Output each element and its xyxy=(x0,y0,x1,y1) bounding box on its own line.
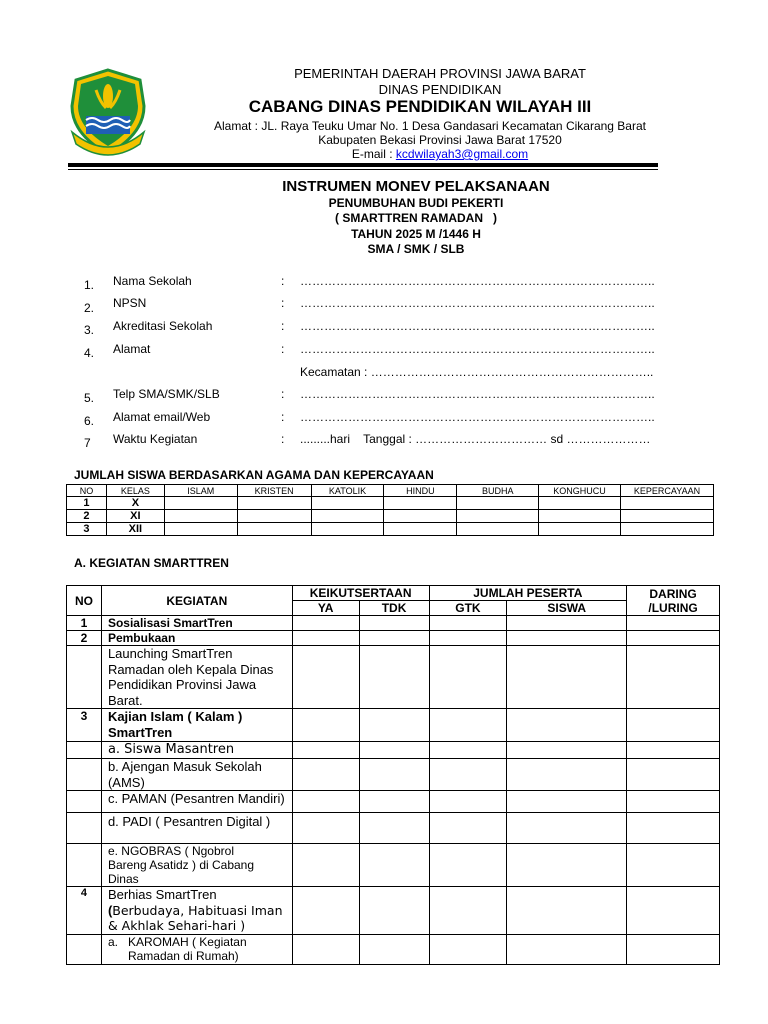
table-row xyxy=(67,631,720,646)
table-row xyxy=(67,709,720,742)
cell-input[interactable] xyxy=(237,523,311,536)
table-row xyxy=(67,510,714,523)
cell-kegiatan xyxy=(101,934,292,964)
kegiatan-title: Berhias SmartTren xyxy=(107,887,217,902)
cell-input[interactable] xyxy=(292,709,359,742)
table-row xyxy=(67,791,720,813)
document-subtitle: PENUMBUHAN BUDI PEKERTI xyxy=(328,196,504,210)
col-header-kepercayaan: KEPERCAYAAN xyxy=(621,485,714,497)
cell-no xyxy=(67,934,102,964)
cell-input[interactable] xyxy=(292,791,359,813)
document-title: INSTRUMEN MONEV PELAKSANAAN xyxy=(282,178,550,195)
field-input-alamat[interactable]: …………………………………………………………………………….. xyxy=(300,342,655,356)
field-number: 1. xyxy=(84,278,95,292)
col-header-ya: YA xyxy=(292,601,359,616)
cell-input[interactable] xyxy=(627,813,720,844)
col-header-no: NO xyxy=(67,586,102,616)
field-colon: : xyxy=(281,296,285,310)
cell-no xyxy=(67,742,102,759)
cell-input[interactable] xyxy=(429,742,507,759)
header-department: DINAS PENDIDIKAN xyxy=(378,82,502,97)
email-link[interactable]: kcdwilayah3@gmail.com xyxy=(395,147,529,161)
cell-input[interactable] xyxy=(359,791,429,813)
activity-table-header xyxy=(67,586,720,601)
cell-input[interactable] xyxy=(429,759,507,791)
field-colon: : xyxy=(281,274,285,288)
activity-table xyxy=(66,585,720,965)
jawa-barat-emblem-logo xyxy=(66,66,150,158)
cell-input[interactable] xyxy=(292,646,359,709)
field-input-akreditasi[interactable]: …………………………………………………………………………….. xyxy=(300,319,655,333)
cell-input[interactable] xyxy=(359,631,429,646)
col-header-daring-luring: DARING /LURING xyxy=(627,586,720,616)
field-colon: : xyxy=(281,432,285,446)
cell-input[interactable] xyxy=(627,887,720,935)
cell-kelas: XII xyxy=(106,523,164,536)
col-header-no: NO xyxy=(67,485,107,497)
table-row xyxy=(67,742,720,759)
field-colon: : xyxy=(281,410,285,424)
cell-input[interactable] xyxy=(384,523,457,536)
cell-input[interactable] xyxy=(429,616,507,631)
cell-input[interactable] xyxy=(627,742,720,759)
cell-input[interactable] xyxy=(292,742,359,759)
header-email xyxy=(190,147,690,161)
table-row xyxy=(67,813,720,844)
cell-input[interactable] xyxy=(621,523,714,536)
col-header-katolik: KATOLIK xyxy=(311,485,384,497)
cell-input[interactable] xyxy=(627,709,720,742)
kegiatan-desc: Berbudaya, Habituasi Iman & Akhlak Sehari-hari ) xyxy=(107,902,283,933)
cell-input[interactable] xyxy=(164,523,237,536)
cell-input[interactable] xyxy=(292,631,359,646)
document-program: ( SMARTTREN RAMADAN ) xyxy=(335,211,497,225)
cell-input[interactable] xyxy=(164,510,237,523)
field-colon: : xyxy=(281,342,285,356)
cell-input[interactable] xyxy=(359,616,429,631)
cell-input[interactable] xyxy=(507,813,627,844)
cell-input[interactable] xyxy=(359,646,429,709)
cell-kegiatan: d. PADI ( Pesantren Digital ) xyxy=(101,813,292,844)
field-input-nama-sekolah[interactable]: …………………………………………………………………………….. xyxy=(300,274,655,288)
cell-no xyxy=(67,844,102,887)
document-level: SMA / SMK / SLB xyxy=(367,242,465,256)
col-header-tdk: TDK xyxy=(359,601,429,616)
activity-section-title: A. KEGIATAN SMARTTREN xyxy=(74,556,229,570)
cell-input[interactable] xyxy=(429,791,507,813)
cell-input[interactable] xyxy=(457,510,539,523)
cell-input[interactable] xyxy=(507,742,627,759)
cell-input[interactable] xyxy=(507,709,627,742)
cell-input[interactable] xyxy=(292,844,359,887)
cell-input[interactable] xyxy=(311,523,384,536)
table-row xyxy=(67,934,720,964)
col-header-hindu: HINDU xyxy=(384,485,457,497)
field-input-npsn[interactable]: …………………………………………………………………………….. xyxy=(300,296,655,310)
cell-kelas: XI xyxy=(106,510,164,523)
table-row xyxy=(67,497,714,510)
cell-no: 3 xyxy=(67,709,102,742)
cell-input[interactable] xyxy=(311,510,384,523)
field-input-email-web[interactable]: …………………………………………………………………………….. xyxy=(300,410,655,424)
field-input-waktu[interactable]: .........hari Tanggal : …………………………… sd ………………… xyxy=(300,432,651,446)
cell-input[interactable] xyxy=(359,844,429,887)
cell-input[interactable] xyxy=(292,934,359,964)
cell-input[interactable] xyxy=(164,497,237,510)
field-colon: : xyxy=(281,319,285,333)
cell-input[interactable] xyxy=(507,791,627,813)
field-number: 4. xyxy=(84,346,95,360)
col-header-siswa: SISWA xyxy=(507,601,627,616)
kegiatan-text: KAROMAH ( Kegiatan Ramadan di Rumah) xyxy=(127,934,247,963)
cell-no: 2 xyxy=(67,631,102,646)
email-label: E-mail : xyxy=(351,147,396,161)
field-label-npsn: NPSN xyxy=(113,296,147,310)
col-header-kegiatan: KEGIATAN xyxy=(101,586,292,616)
col-header-konghucu: KONGHUCU xyxy=(539,485,621,497)
header-address-city: Kabupaten Bekasi Provinsi Jawa Barat 17520 xyxy=(318,133,562,147)
cell-input[interactable] xyxy=(627,844,720,887)
cell-input[interactable] xyxy=(359,742,429,759)
cell-input[interactable] xyxy=(539,497,621,510)
field-label-email-web: Alamat email/Web xyxy=(113,410,211,424)
col-header-keikutsertaan: KEIKUTSERTAAN xyxy=(292,586,429,601)
cell-kegiatan: Pembukaan xyxy=(101,631,292,646)
table-row xyxy=(67,616,720,631)
cell-kegiatan: Sosialisasi SmartTren xyxy=(101,616,292,631)
cell-input[interactable] xyxy=(237,497,311,510)
cell-input[interactable] xyxy=(359,759,429,791)
cell-input[interactable] xyxy=(311,497,384,510)
cell-input[interactable] xyxy=(292,813,359,844)
cell-input[interactable] xyxy=(507,887,627,935)
cell-no: 3 xyxy=(67,523,107,536)
cell-kegiatan: b. Ajengan Masuk Sekolah (AMS) xyxy=(101,759,292,791)
cell-input[interactable] xyxy=(507,844,627,887)
col-header-kelas: KELAS xyxy=(106,485,164,497)
field-number: 3. xyxy=(84,323,95,337)
cell-input[interactable] xyxy=(429,813,507,844)
field-input-telp[interactable]: …………………………………………………………………………….. xyxy=(300,387,655,401)
field-label-alamat: Alamat xyxy=(113,342,151,356)
kegiatan-item xyxy=(108,935,292,963)
cell-input[interactable] xyxy=(457,497,539,510)
cell-kegiatan: a. Siswa Masantren xyxy=(101,742,292,759)
religion-table-header xyxy=(67,485,714,497)
cell-no: 4 xyxy=(67,887,102,935)
cell-no xyxy=(67,759,102,791)
cell-kelas: X xyxy=(106,497,164,510)
cell-input[interactable] xyxy=(292,616,359,631)
cell-input[interactable] xyxy=(507,646,627,709)
col-header-kristen: KRISTEN xyxy=(237,485,311,497)
cell-input[interactable] xyxy=(292,759,359,791)
field-input-kecamatan[interactable]: Kecamatan : …………………………………………………………….. xyxy=(300,365,654,379)
cell-input[interactable] xyxy=(359,709,429,742)
field-label-akreditasi: Akreditasi Sekolah xyxy=(113,319,213,333)
cell-input[interactable] xyxy=(507,934,627,964)
cell-input[interactable] xyxy=(539,523,621,536)
cell-input[interactable] xyxy=(359,934,429,964)
cell-input[interactable] xyxy=(621,510,714,523)
header-branch: CABANG DINAS PENDIDIKAN WILAYAH III xyxy=(248,97,592,116)
cell-no xyxy=(67,791,102,813)
cell-input[interactable] xyxy=(429,631,507,646)
cell-input[interactable] xyxy=(457,523,539,536)
col-header-budha: BUDHA xyxy=(457,485,539,497)
table-row xyxy=(67,844,720,887)
cell-input[interactable] xyxy=(429,934,507,964)
header-rule-thin xyxy=(68,169,658,170)
cell-input[interactable] xyxy=(621,497,714,510)
kegiatan-paren: ( xyxy=(107,902,113,918)
cell-no: 2 xyxy=(67,510,107,523)
cell-input[interactable] xyxy=(507,759,627,791)
cell-input[interactable] xyxy=(627,646,720,709)
cell-no: 1 xyxy=(67,497,107,510)
cell-input[interactable] xyxy=(627,631,720,646)
header-address: Alamat : JL. Raya Teuku Umar No. 1 Desa Gandasari Kecamatan Cikarang Barat xyxy=(214,119,646,133)
cell-kegiatan: Launching SmartTren Ramadan oleh Kepala Dinas Pendidikan Provinsi Jawa Barat. xyxy=(101,646,292,709)
cell-input[interactable] xyxy=(384,510,457,523)
table-row xyxy=(67,646,720,709)
cell-input[interactable] xyxy=(359,887,429,935)
field-label-nama-sekolah: Nama Sekolah xyxy=(113,274,192,288)
field-label-waktu: Waktu Kegiatan xyxy=(113,432,198,446)
cell-input[interactable] xyxy=(359,813,429,844)
cell-input[interactable] xyxy=(627,934,720,964)
cell-input[interactable] xyxy=(539,510,621,523)
header-rule-thick xyxy=(68,163,658,167)
religion-table xyxy=(66,484,714,536)
cell-kegiatan xyxy=(101,887,292,935)
col-header-jumlah-peserta: JUMLAH PESERTA xyxy=(429,586,627,601)
table-row xyxy=(67,523,714,536)
cell-input[interactable] xyxy=(507,616,627,631)
cell-input[interactable] xyxy=(429,844,507,887)
field-number: 7 xyxy=(84,436,91,450)
cell-kegiatan: c. PAMAN (Pesantren Mandiri) xyxy=(101,791,292,813)
cell-no xyxy=(67,646,102,709)
cell-input[interactable] xyxy=(627,759,720,791)
col-header-gtk: GTK xyxy=(429,601,507,616)
cell-no: 1 xyxy=(67,616,102,631)
field-number: 2. xyxy=(84,301,95,315)
table-row xyxy=(67,759,720,791)
cell-input[interactable] xyxy=(507,631,627,646)
document-year: TAHUN 2025 M /1446 H xyxy=(351,227,481,241)
header-government: PEMERINTAH DAERAH PROVINSI JAWA BARAT xyxy=(294,66,586,81)
field-number: 6. xyxy=(84,414,95,428)
cell-input[interactable] xyxy=(237,510,311,523)
cell-input[interactable] xyxy=(384,497,457,510)
cell-input[interactable] xyxy=(429,646,507,709)
cell-input[interactable] xyxy=(429,709,507,742)
field-label-telp: Telp SMA/SMK/SLB xyxy=(113,387,220,401)
col-header-islam: ISLAM xyxy=(164,485,237,497)
cell-input[interactable] xyxy=(429,887,507,935)
religion-section-title: JUMLAH SISWA BERDASARKAN AGAMA DAN KEPERCAYAAN xyxy=(74,468,434,482)
field-colon: : xyxy=(281,387,285,401)
field-number: 5. xyxy=(84,391,95,405)
cell-input[interactable] xyxy=(627,791,720,813)
cell-no xyxy=(67,813,102,844)
cell-input[interactable] xyxy=(627,616,720,631)
cell-input[interactable] xyxy=(292,887,359,935)
cell-kegiatan: Kajian Islam ( Kalam ) SmartTren xyxy=(101,709,292,742)
table-row xyxy=(67,887,720,935)
cell-kegiatan: e. NGOBRAS ( Ngobrol Bareng Asatidz ) di Cabang Dinas xyxy=(101,844,292,887)
kegiatan-marker: a. xyxy=(107,934,118,949)
